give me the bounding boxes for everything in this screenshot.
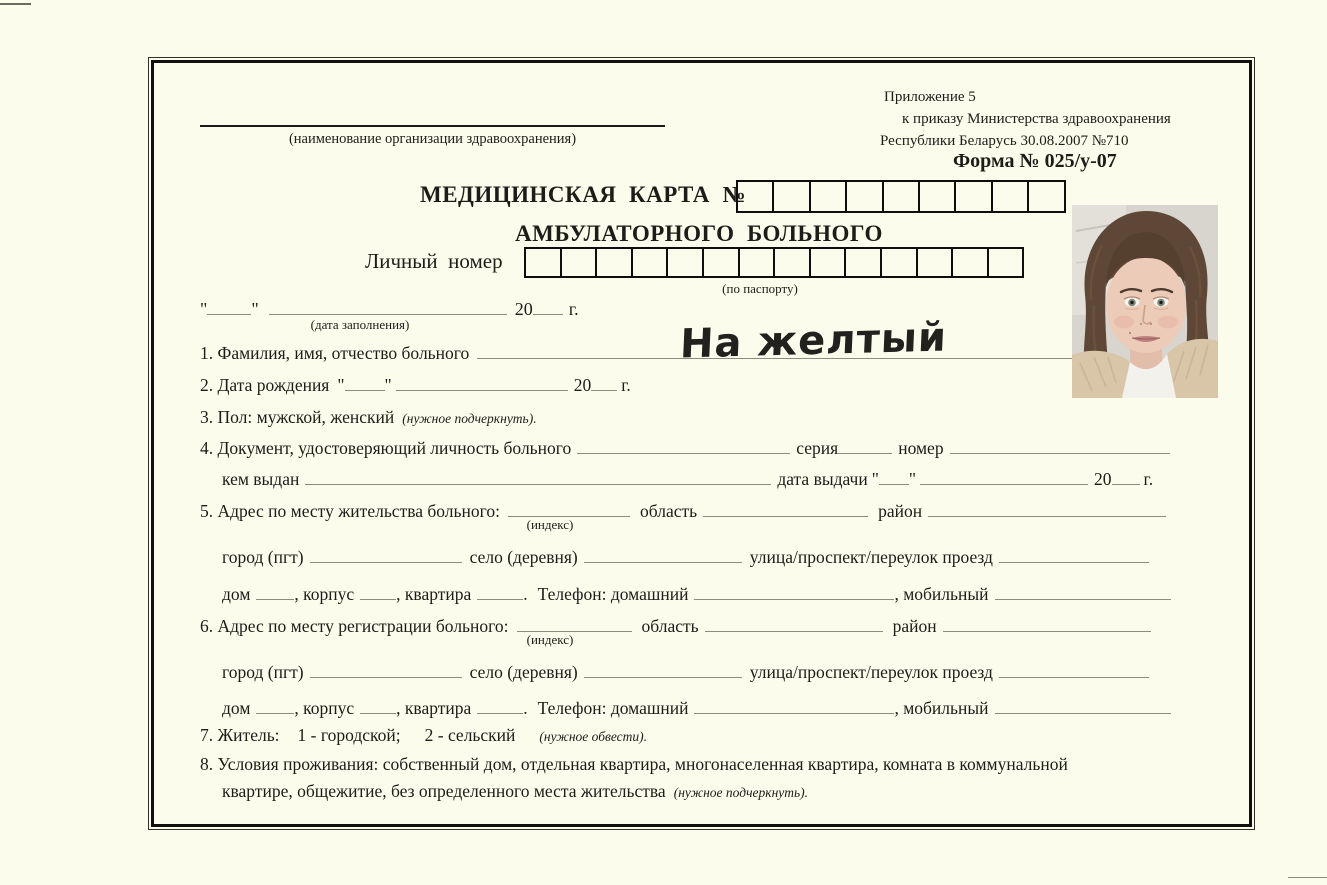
number-cell	[916, 247, 954, 278]
oblast-label: область	[640, 501, 698, 521]
birth-year-prefix: 20	[573, 375, 592, 395]
ulitsa-blank	[999, 675, 1149, 678]
card-number-cells	[736, 180, 1066, 213]
ulitsa-label: улица/проспект/переулок проезд	[749, 547, 993, 567]
item-2-line	[200, 374, 631, 396]
dom-label: дом	[222, 584, 251, 604]
quote-mark: "	[384, 375, 392, 395]
issue-month-blank	[920, 482, 1088, 485]
number-cell	[560, 247, 598, 278]
oblast-blank	[703, 514, 868, 517]
phone-label: Телефон: домашний	[537, 698, 689, 718]
number-cell	[772, 180, 810, 213]
gorod-blank	[310, 560, 462, 563]
birth-year-blank	[591, 388, 617, 391]
number-cell	[987, 247, 1025, 278]
rayon-blank	[943, 629, 1151, 632]
rayon-label: район	[878, 501, 923, 521]
number-cell	[524, 247, 562, 278]
year-prefix: 20	[514, 299, 533, 319]
quote-mark: "	[200, 299, 208, 319]
issue-year-suffix: г.	[1143, 469, 1154, 489]
personal-number-label: Личный номер	[365, 249, 503, 273]
item-3-note: (нужное подчеркнуть).	[402, 411, 537, 426]
kvartira-blank	[477, 711, 523, 714]
korpus-blank	[360, 597, 396, 600]
korpus-label: , корпус	[294, 584, 355, 604]
mobile-blank	[995, 597, 1171, 600]
number-cell	[991, 180, 1029, 213]
item-7-label: 7. Житель:	[200, 725, 280, 745]
item-1-line	[200, 342, 1177, 364]
issue-year-blank	[1112, 482, 1140, 485]
number-cell	[773, 247, 811, 278]
dom-label: дом	[222, 698, 251, 718]
patient-photo	[1072, 205, 1218, 398]
number-cell	[845, 180, 883, 213]
selo-blank	[584, 675, 742, 678]
item-4-line-2	[222, 468, 1153, 490]
issue-day-blank	[879, 482, 909, 485]
oblast-label: область	[641, 616, 699, 636]
seriya-blank	[838, 451, 892, 454]
kvartira-label: , квартира	[396, 584, 472, 604]
item-6-city-line	[222, 661, 1149, 683]
birth-day-blank	[345, 388, 385, 391]
item-6-label: 6. Адрес по месту регистрации больного:	[200, 616, 509, 636]
issue-year-prefix: 20	[1094, 469, 1112, 489]
handwritten-annotation: На желтый	[679, 314, 948, 368]
item-5-index-caption: (индекс)	[526, 517, 574, 532]
seriya-label: серия	[796, 438, 839, 458]
month-blank	[269, 312, 507, 315]
item-5-city-line	[222, 546, 1149, 568]
org-name-fill-line	[200, 125, 665, 127]
item-1-label: 1. Фамилия, имя, отчество больного	[200, 343, 470, 363]
kvartira-blank	[477, 597, 523, 600]
passport-caption: (по паспорту)	[722, 281, 798, 296]
number-cell	[702, 247, 740, 278]
korpus-blank	[360, 711, 396, 714]
item-4-label: 4. Документ, удостоверяющий личность больного	[200, 438, 572, 458]
item-6-line	[200, 615, 1151, 637]
period: .	[523, 698, 528, 718]
gorod-label: город (пгт)	[222, 662, 304, 682]
day-blank	[207, 312, 251, 315]
kvartira-label: , квартира	[396, 698, 472, 718]
birth-month-blank	[396, 388, 568, 391]
item-4-line	[200, 437, 1170, 459]
mobile-blank	[995, 711, 1171, 714]
item-6-house-line	[222, 697, 1171, 719]
item-8-line-1	[200, 753, 1068, 775]
quote-mark: "	[871, 469, 879, 489]
number-cell	[738, 247, 776, 278]
card-title: МЕДИЦИНСКАЯ КАРТА №	[420, 182, 746, 207]
fill-date-caption: (дата заполнения)	[310, 317, 410, 332]
item-5-house-line	[222, 583, 1171, 605]
number-cell	[809, 180, 847, 213]
item-8-line-2	[222, 780, 808, 804]
annex-line-2: к приказу Министерства здравоохранения	[902, 111, 1171, 127]
number-cell	[880, 247, 918, 278]
item-8-text-2: квартире, общежитие, без определенного места жительства	[222, 781, 666, 801]
item-8-note: (нужное подчеркнуть).	[673, 785, 809, 800]
year-suffix: г.	[568, 299, 579, 319]
nomer-label: номер	[898, 438, 944, 458]
page-edge-artifact-bottom-right	[1288, 877, 1327, 878]
oblast-blank	[705, 629, 883, 632]
rayon-label: район	[892, 616, 937, 636]
mobile-label: , мобильный	[894, 698, 989, 718]
item-7-option-1: 1 - городской;	[297, 725, 401, 745]
selo-label: село (деревня)	[469, 547, 578, 567]
number-cell	[595, 247, 633, 278]
page-edge-artifact-top-left	[0, 3, 31, 5]
kem-vydan-blank	[305, 482, 771, 485]
dom-blank	[256, 597, 294, 600]
number-cell	[951, 247, 989, 278]
gorod-blank	[310, 675, 462, 678]
annex-line-1: Приложение 5	[884, 89, 976, 105]
year-blank	[533, 312, 563, 315]
annex-line-3: Республики Беларусь 30.08.2007 №710	[880, 133, 1129, 149]
item-3-label: 3. Пол: мужской, женский	[200, 407, 395, 427]
nomer-blank	[950, 451, 1170, 454]
period: .	[523, 584, 528, 604]
personal-number-cells	[524, 247, 1024, 278]
number-cell	[809, 247, 847, 278]
phone-blank	[694, 597, 894, 600]
kem-vydan-label: кем выдан	[222, 469, 300, 489]
quote-mark: "	[251, 299, 259, 319]
ulitsa-label: улица/проспект/переулок проезд	[749, 662, 993, 682]
number-cell	[882, 180, 920, 213]
number-cell	[736, 180, 774, 213]
item-7-line	[200, 724, 647, 748]
data-vydachi-label: дата выдачи	[777, 469, 868, 489]
document-blank	[577, 451, 790, 454]
card-subtitle: АМБУЛАТОРНОГО БОЛЬНОГО	[515, 221, 883, 246]
item-2-label: 2. Дата рождения	[200, 375, 330, 395]
org-name-caption: (наименование организации здравоохранения)	[288, 131, 577, 147]
dom-blank	[256, 711, 294, 714]
item-5-label: 5. Адрес по месту жительства больного:	[200, 501, 500, 521]
phone-blank	[694, 711, 894, 714]
selo-label: село (деревня)	[469, 662, 578, 682]
quote-mark: "	[337, 375, 345, 395]
mobile-label: , мобильный	[894, 584, 989, 604]
quote-mark: "	[908, 469, 917, 489]
item-6-index-caption: (индекс)	[526, 632, 574, 647]
number-cell	[918, 180, 956, 213]
number-cell	[954, 180, 992, 213]
item-5-line	[200, 500, 1166, 522]
gorod-label: город (пгт)	[222, 547, 304, 567]
phone-label: Телефон: домашний	[537, 584, 689, 604]
item-3-line	[200, 406, 537, 430]
number-cell	[631, 247, 669, 278]
korpus-label: , корпус	[294, 698, 355, 718]
number-cell	[1027, 180, 1065, 213]
number-cell	[666, 247, 704, 278]
rayon-blank	[928, 514, 1166, 517]
item-7-note: (нужное обвести).	[539, 729, 648, 744]
number-cell	[844, 247, 882, 278]
birth-year-suffix: г.	[621, 375, 631, 395]
form-number: Форма № 025/у-07	[953, 150, 1117, 172]
item-7-option-2: 2 - сельский	[424, 725, 516, 745]
ulitsa-blank	[999, 560, 1149, 563]
selo-blank	[584, 560, 742, 563]
item-8-text-1: 8. Условия проживания: собственный дом, отдельная квартира, многонаселенная квартира, комната в коммунальной	[200, 754, 1068, 774]
